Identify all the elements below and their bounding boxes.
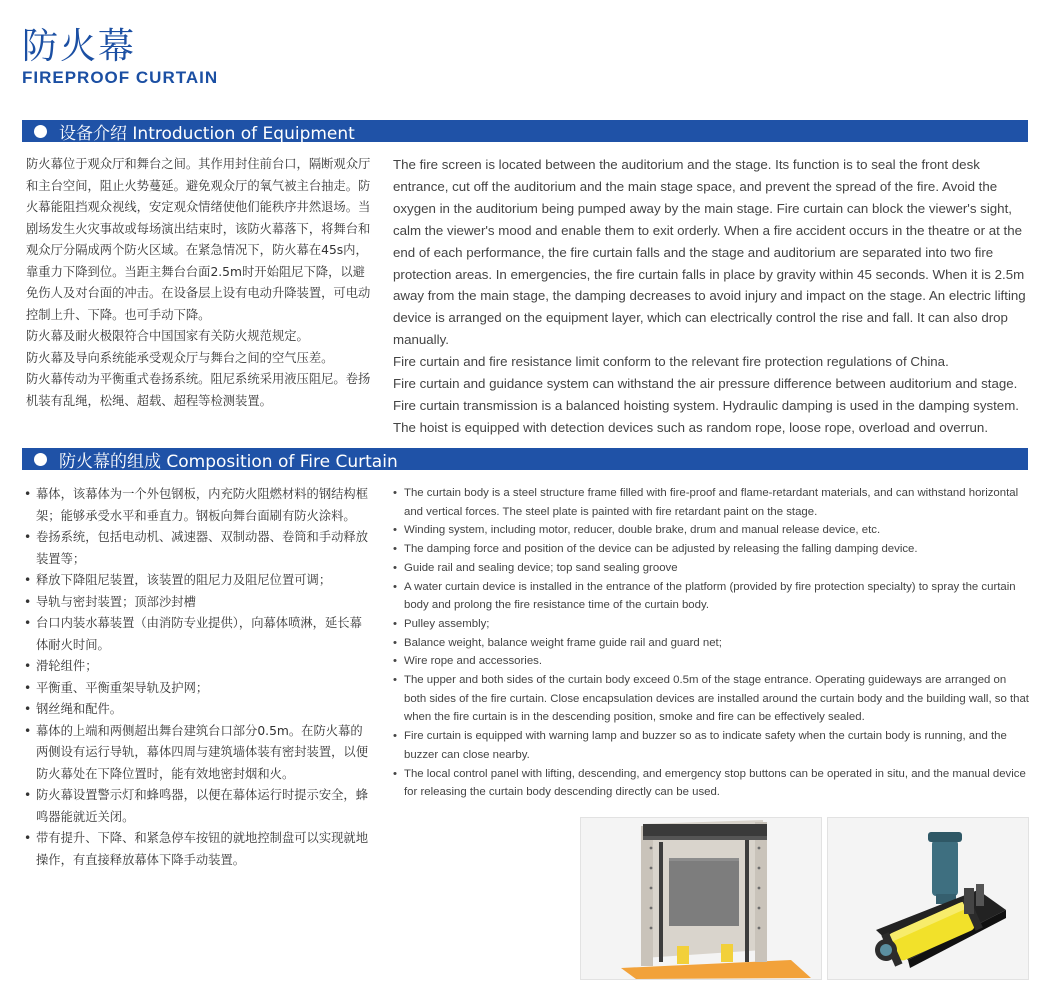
list-item: • The upper and both sides of the curtain body exceed 0.5m of the stage entrance. Operating guideways are arranged on both sides of the fire curtain. Close encapsulation devices are installed around the curtain body and the building wall, so that when the fire curtain is in the descending position, smoke and fire can be effectively sealed. <box>393 671 1029 727</box>
section-heading: 防火幕的组成 Composition of Fire Curtain <box>59 451 398 472</box>
page-title-cn: 防火幕 <box>22 26 137 67</box>
list-item: • Fire curtain is equipped with warning lamp and buzzer so as to indicate safety when the curtain body is running, and the buzzer can close nearby. <box>393 727 1029 764</box>
composition-en-list <box>393 484 1029 802</box>
intro-en-paragraph: Fire curtain transmission is a balanced hoisting system. Hydraulic damping is used in the damping system. The hoist is equipped with detection devices such as random rope, loose rope, overload and overrun. <box>393 397 1019 435</box>
list-item: • The local control panel with lifting, descending, and emergency stop buttons can be operated in situ, and the manual device for releasing the curtain body descending directly can be used. <box>393 765 1029 802</box>
bullet-circle-icon <box>34 125 47 138</box>
section-header-composition <box>22 448 1028 470</box>
hoist-image <box>827 817 1029 980</box>
intro-en-paragraph: The fire screen is located between the auditorium and the stage. Its function is to seal the front desk entrance, cut off the auditorium and the main stage space, and prevent the spread of the fire. Avoid the oxygen in the auditorium being pumped away by the main stage. Fire curtain can block the viewer's sight, calm the viewer's mood and enable them to exit orderly. When a fire accident occurs in the theatre or at the end of each performance, the fire curtain falls and the stage and auditorium are separated into two fire protection areas. In emergencies, the fire curtain falls in place by gravity within 45 seconds. When it is 2.5m away from the main stage, the damping decreases to avoid injury and impact on the stage. An electric lifting device is arranged on the equipment layer, which can electrically control the rise and fall. It can also drop manually. <box>393 157 1026 348</box>
section-heading: 设备介绍 Introduction of Equipment <box>59 123 355 144</box>
fire-curtain-render <box>581 818 821 979</box>
list-item: • 卷扬系统，包括电动机、减速器、双制动器、卷筒和手动释放装置等； <box>24 527 374 570</box>
list-item: • 幕体，该幕体为一个外包钢板，内充防火阻燃材料的钢结构框架；能够承受水平和垂直力。钢板向舞台面刷有防火涂料。 <box>24 484 374 527</box>
list-item: • 平衡重、平衡重架导轨及护网； <box>24 678 374 700</box>
list-item: • 钢丝绳和配件。 <box>24 699 374 721</box>
list-item: • The damping force and position of the device can be adjusted by releasing the falling damping device. <box>393 540 1029 559</box>
list-item: • Guide rail and sealing device; top sand sealing groove <box>393 559 1029 578</box>
list-item: • Wire rope and accessories. <box>393 652 1029 671</box>
intro-cn-paragraph: 防火幕及导向系统能承受观众厅与舞台之间的空气压差。 <box>26 350 334 365</box>
intro-en-paragraph: Fire curtain and fire resistance limit conform to the relevant fire protection regulations of China. <box>393 354 949 370</box>
list-item: • 释放下降阻尼装置，该装置的阻尼力及阻尼位置可调； <box>24 570 374 592</box>
bullet-circle-icon <box>34 453 47 466</box>
list-item: • Winding system, including motor, reducer, double brake, drum and manual release device, etc. <box>393 521 1029 540</box>
list-item: • The curtain body is a steel structure frame filled with fire-proof and flame-retardant materials, and can withstand horizontal and vertical forces. The steel plate is painted with fire retardant paint on the stage. <box>393 484 1029 521</box>
hoist-winch-render <box>828 818 1028 979</box>
fire-curtain-image <box>580 817 822 980</box>
intro-en-text <box>393 154 1033 439</box>
list-item: • A water curtain device is installed in the entrance of the platform (provided by fire protection specialty) to spray the curtain body and prolong the fire resistance time of the curtain body. <box>393 578 1029 615</box>
intro-cn-text <box>26 154 374 412</box>
list-item: • 台口内装水幕装置（由消防专业提供），向幕体喷淋，延长幕体耐火时间。 <box>24 613 374 656</box>
list-item: • Balance weight, balance weight frame guide rail and guard net; <box>393 634 1029 653</box>
page-title-en: FIREPROOF CURTAIN <box>22 68 219 87</box>
list-item: • 幕体的上端和两侧超出舞台建筑台口部分0.5m。在防火幕的两侧设有运行导轨，幕体四周与建筑墙体装有密封装置，以便防火幕处在下降位置时，能有效地密封烟和火。 <box>24 721 374 786</box>
list-item: • 滑轮组件； <box>24 656 374 678</box>
intro-cn-paragraph: 防火幕传动为平衡重式卷扬系统。阻尼系统采用液压阻尼。卷扬机装有乱绳，松绳、超载、超程等检测装置。 <box>26 372 371 408</box>
section-header-introduction <box>22 120 1028 142</box>
list-item: • 防火幕设置警示灯和蜂鸣器，以便在幕体运行时提示安全，蜂鸣器能就近关闭。 <box>24 785 374 828</box>
intro-en-paragraph: Fire curtain and guidance system can withstand the air pressure difference between auditorium and stage. <box>393 376 1018 392</box>
composition-cn-list <box>24 484 374 871</box>
list-item: • 导轨与密封装置；顶部沙封槽 <box>24 592 374 614</box>
intro-cn-paragraph: 防火幕位于观众厅和舞台之间。其作用封住前台口，隔断观众厅和主台空间，阻止火势蔓延。避免观众厅的氧气被主台抽走。防火幕能阻挡观众视线，安定观众情绪使他们能秩序井然退场。当剧场发生火灾事故或每场演出结束时，该防火幕落下，将舞台和观众厅分隔成两个防火区域。在紧急情况下，防火幕在45s内，靠重力下降到位。当距主舞台台面2.5m时开始阻尼下降，以避免伤人及对台面的冲击。在设备层上设有电动升降装置，可电动控制上升、下降。也可手动下降。 <box>26 157 371 322</box>
list-item: • Pulley assembly; <box>393 615 1029 634</box>
intro-cn-paragraph: 防火幕及耐火极限符合中国国家有关防火规范规定。 <box>26 329 309 343</box>
list-item: • 带有提升、下降、和紧急停车按钮的就地控制盘可以实现就地操作，有直接释放幕体下降手动装置。 <box>24 828 374 871</box>
